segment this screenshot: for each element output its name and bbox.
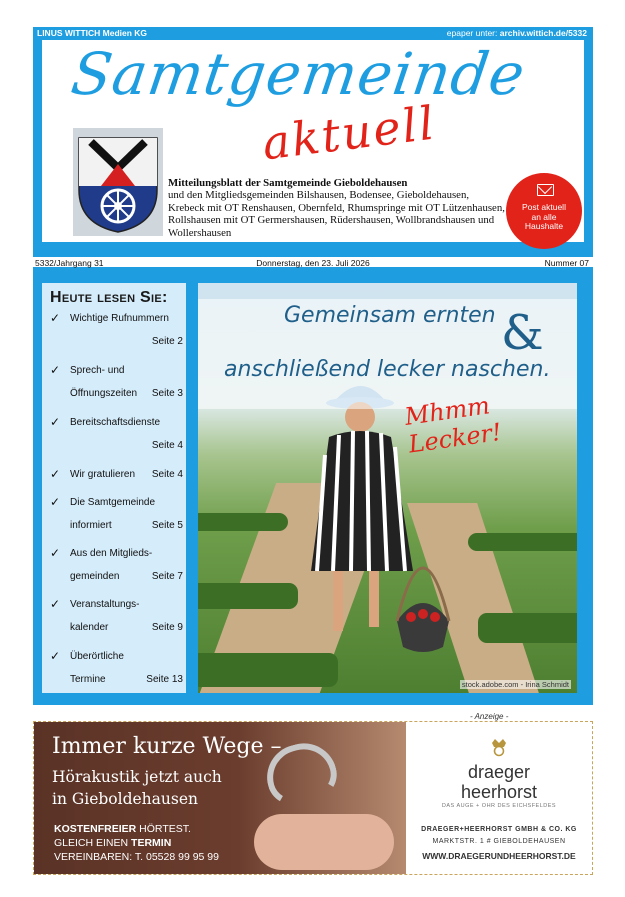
envelope-icon bbox=[537, 184, 554, 196]
top-bar bbox=[33, 27, 593, 40]
ad-headline: Immer kurze Wege – bbox=[52, 734, 282, 759]
ad-right-panel[interactable] bbox=[406, 722, 592, 874]
check-icon: ✓ bbox=[50, 546, 61, 560]
brand-tagline: DAS AUGE + OHR DES EICHSFELDES bbox=[441, 803, 557, 809]
headline-3: Mhmm Lecker! bbox=[402, 391, 504, 459]
company-name: DRAEGER+HEERHORST GMBH & CO. KG bbox=[421, 826, 577, 833]
subtitle-bold: Mitteilungsblatt der Samtgemeinde Gieboldehausen bbox=[168, 177, 408, 189]
check-icon: ✓ bbox=[50, 467, 61, 481]
title-main: Samtgemeinde bbox=[67, 40, 530, 108]
coat-of-arms-icon bbox=[73, 128, 163, 236]
epaper-link[interactable]: epaper unter: archiv.wittich.de/5332 bbox=[446, 28, 587, 38]
ad-left-panel[interactable] bbox=[34, 722, 406, 874]
check-icon: ✓ bbox=[50, 495, 61, 509]
subtitle-text: und den Mitgliedsgemeinden Bilshausen, Bodensee, Gieboldehausen, Krebeck mit OT Renshausen, Obernfeld, Rhumspringe mit OT Lützenhausen, Rollshausen mit OT Germershausen, Rüdershausen, Wollbrandshausen und Wollershausen bbox=[168, 189, 505, 239]
plant-row bbox=[478, 613, 577, 643]
toc-title: Heute lesen Sie: bbox=[50, 289, 168, 306]
plant-row bbox=[468, 533, 577, 551]
check-icon: ✓ bbox=[50, 311, 61, 325]
crown-logo-icon bbox=[489, 735, 509, 757]
ad-cta: KOSTENFREIER HÖRTEST. GLEICH EINEN TERMIN VEREINBAREN: T. 05528 99 95 99 bbox=[54, 823, 219, 863]
plant-row bbox=[198, 583, 298, 609]
company-website[interactable]: WWW.DRAEGERUNDHEERHORST.DE bbox=[422, 851, 576, 861]
issue-volume: 5332/Jahrgang 31 bbox=[35, 258, 104, 268]
issue-bar bbox=[33, 256, 593, 268]
cover-photo bbox=[198, 283, 577, 693]
brand-name: draeger heerhorst bbox=[460, 762, 538, 802]
subtitle-block bbox=[168, 177, 508, 239]
check-icon: ✓ bbox=[50, 415, 61, 429]
ad-label: - Anzeige - bbox=[470, 712, 509, 721]
plant-row bbox=[198, 513, 288, 531]
publisher-name: LINUS WITTICH Medien KG bbox=[37, 28, 148, 38]
check-icon: ✓ bbox=[50, 649, 61, 663]
title-sub: aktuell bbox=[259, 95, 439, 171]
photo-credit: stock.adobe.com - Irina Schmidt bbox=[461, 680, 569, 689]
headline-1: Gemeinsam ernten bbox=[284, 303, 496, 328]
check-icon: ✓ bbox=[50, 363, 61, 377]
company-address: MARKTSTR. 1 # GIEBOLDEHAUSEN bbox=[432, 838, 566, 845]
check-icon: ✓ bbox=[50, 597, 61, 611]
headline-2: anschließend lecker naschen. bbox=[224, 357, 551, 382]
headline-ampersand: & bbox=[501, 305, 544, 361]
table-of-contents: Heute lesen Sie: ✓ Wichtige Rufnummern Seite 2 ✓ Sprech- und Öffnungszeiten Seite 3 ✓ Bereitschaftsdienste Seite 4 ✓ Wir gratulieren Seite 4 ✓ Die Samtgemeinde informiert Seite 5 ✓ Aus den Mitglieds- gemeinden Seite 7 ✓ Veranstaltungs- kalender Seite 9 ✓ Überörtliche Termine Seite 13 bbox=[42, 283, 186, 693]
ad-subheadline: Hörakustik jetzt auch in Gieboldehausen bbox=[52, 768, 222, 808]
post-badge: Post aktuell an alle Haushalte bbox=[506, 173, 582, 249]
issue-date: Donnerstag, den 23. Juli 2026 bbox=[256, 258, 370, 268]
issue-number: Nummer 07 bbox=[544, 258, 589, 268]
hand-image bbox=[254, 814, 394, 870]
